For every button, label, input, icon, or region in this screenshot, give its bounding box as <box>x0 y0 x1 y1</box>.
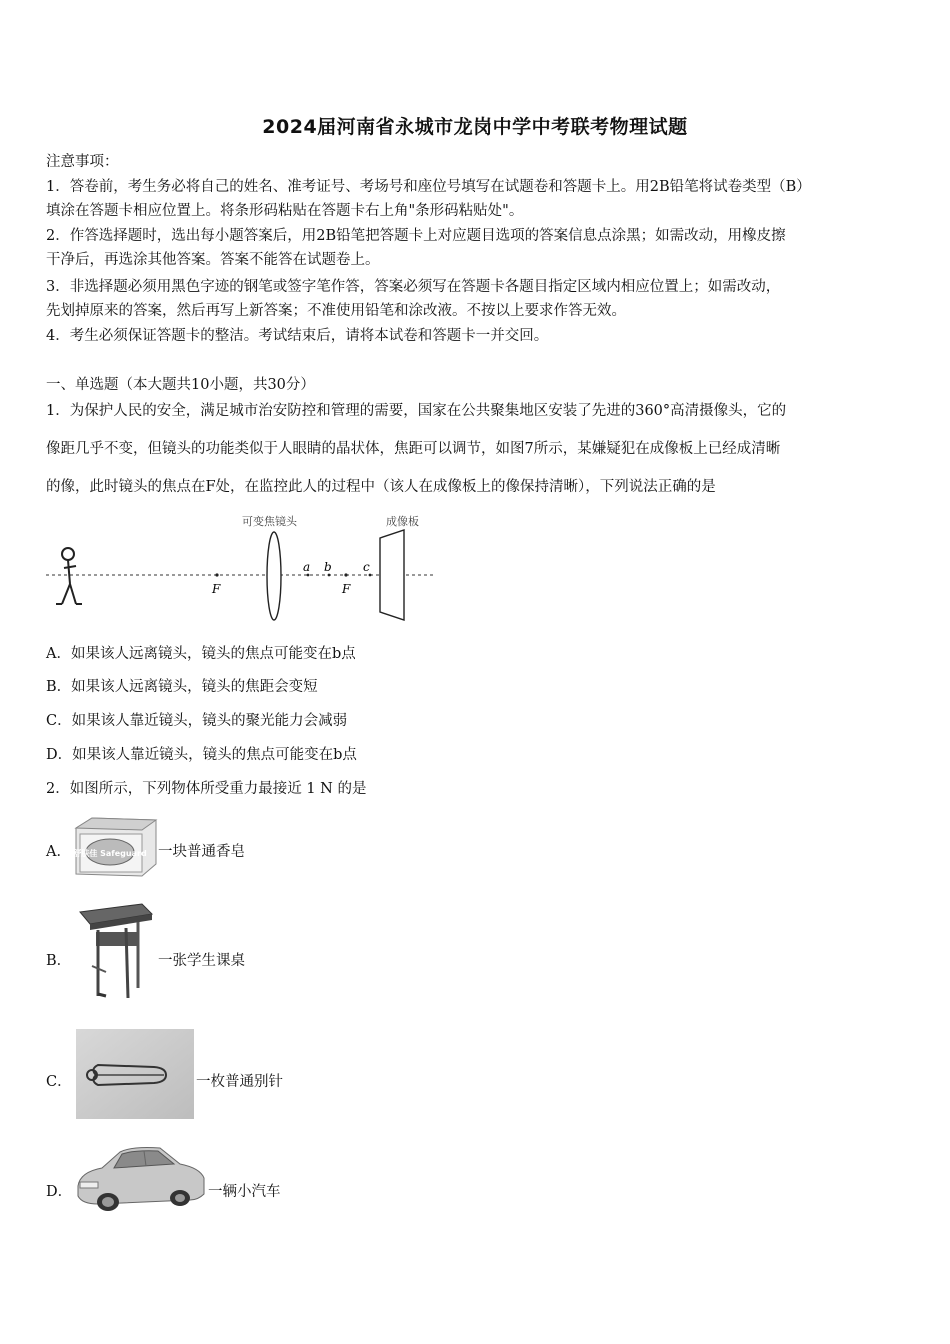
q2-option-a-letter: A． <box>46 844 71 860</box>
desk-image <box>78 902 154 1000</box>
q2-option-c-caption: 一枚普通别针 <box>196 1074 283 1090</box>
notice-heading: 注意事项： <box>46 154 119 170</box>
pin-image <box>76 1029 194 1119</box>
page-title: 2024届河南省永城市龙岗中学中考联考物理试题 <box>262 116 688 138</box>
notice-line-1: 1．答卷前，考生务必将自己的姓名、准考证号、考场号和座位号填写在试题卷和答题卡上。用2B铅笔将试卷类型（B） <box>46 179 811 195</box>
convex-lens <box>267 532 281 620</box>
q1-stem-line-2: 像距几乎不变，但镜头的功能类似于人眼睛的晶状体，焦距可以调节，如图7所示，某嫌疑犯在成像板上已经成清晰 <box>46 441 781 457</box>
c-label: c <box>363 560 370 574</box>
q2-option-d-caption: 一辆小汽车 <box>208 1184 281 1200</box>
screen-label: 成像板 <box>386 515 419 528</box>
notice-line-3: 2．作答选择题时，选出每小题答案后，用2B铅笔把答题卡上对应题目选项的答案信息点涂黑；如需改动，用橡皮擦 <box>46 228 786 244</box>
f-left-label: F <box>212 582 221 596</box>
focal-point-right <box>344 573 347 576</box>
q1-option-d: D．如果该人靠近镜头，镜头的焦点可能变在b点 <box>46 747 357 763</box>
b-label: b <box>324 560 332 574</box>
section-heading: 一、单选题（本大题共10小题，共30分） <box>46 377 315 393</box>
notice-line-5: 3．非选择题必须用黑色字迹的钢笔或签字笔作答，答案必须写在答题卡各题目指定区域内相应位置上；如需改动， <box>46 279 781 295</box>
lens-label: 可变焦镜头 <box>242 515 297 528</box>
q1-stem-line-3: 的像，此时镜头的焦点在F处，在监控此人的过程中（该人在成像板上的像保持清晰），下列说法正确的是 <box>46 479 716 495</box>
notice-line-2: 填涂在答题卡相应位置上。将条形码粘贴在答题卡右上角"条形码粘贴处"。 <box>46 203 524 219</box>
lens-diagram <box>44 508 438 626</box>
a-label: a <box>303 560 311 574</box>
point-b <box>328 574 331 577</box>
q2-stem: 2．如图所示，下列物体所受重力最接近 1 N 的是 <box>46 781 367 797</box>
q1-option-b: B．如果该人远离镜头，镜头的焦距会变短 <box>46 679 318 695</box>
q2-option-d-letter: D． <box>46 1184 73 1200</box>
q2-option-b-letter: B． <box>46 953 72 969</box>
q1-option-c: C．如果该人靠近镜头，镜头的聚光能力会减弱 <box>46 713 348 729</box>
imaging-screen <box>380 530 404 620</box>
q1-stem-line-1: 1．为保护人民的安全，满足城市治安防控和管理的需要，国家在公共聚集地区安装了先进的360°高清摄像头，它的 <box>46 403 787 419</box>
soap-image <box>72 814 158 880</box>
focal-point-left <box>215 573 218 576</box>
point-c <box>369 574 372 577</box>
q2-option-a-caption: 一块普通香皂 <box>158 844 245 860</box>
point-a <box>307 574 310 577</box>
q2-option-b-caption: 一张学生课桌 <box>158 953 245 969</box>
notice-line-6: 先划掉原来的答案，然后再写上新答案；不准使用铅笔和涂改液。不按以上要求作答无效。 <box>46 303 626 319</box>
f-right-label: F <box>342 582 351 596</box>
q1-option-a: A．如果该人远离镜头，镜头的焦点可能变在b点 <box>46 646 356 662</box>
notice-line-4: 干净后，再选涂其他答案。答案不能答在试题卷上。 <box>46 252 380 268</box>
person-figure <box>56 548 82 604</box>
notice-line-7: 4．考生必须保证答题卡的整洁。考试结束后，请将本试卷和答题卡一并交回。 <box>46 328 549 344</box>
soap-brand: 舒肤佳 Safeguard <box>73 849 147 858</box>
car-image <box>72 1142 208 1216</box>
q2-option-c-letter: C． <box>46 1074 72 1090</box>
